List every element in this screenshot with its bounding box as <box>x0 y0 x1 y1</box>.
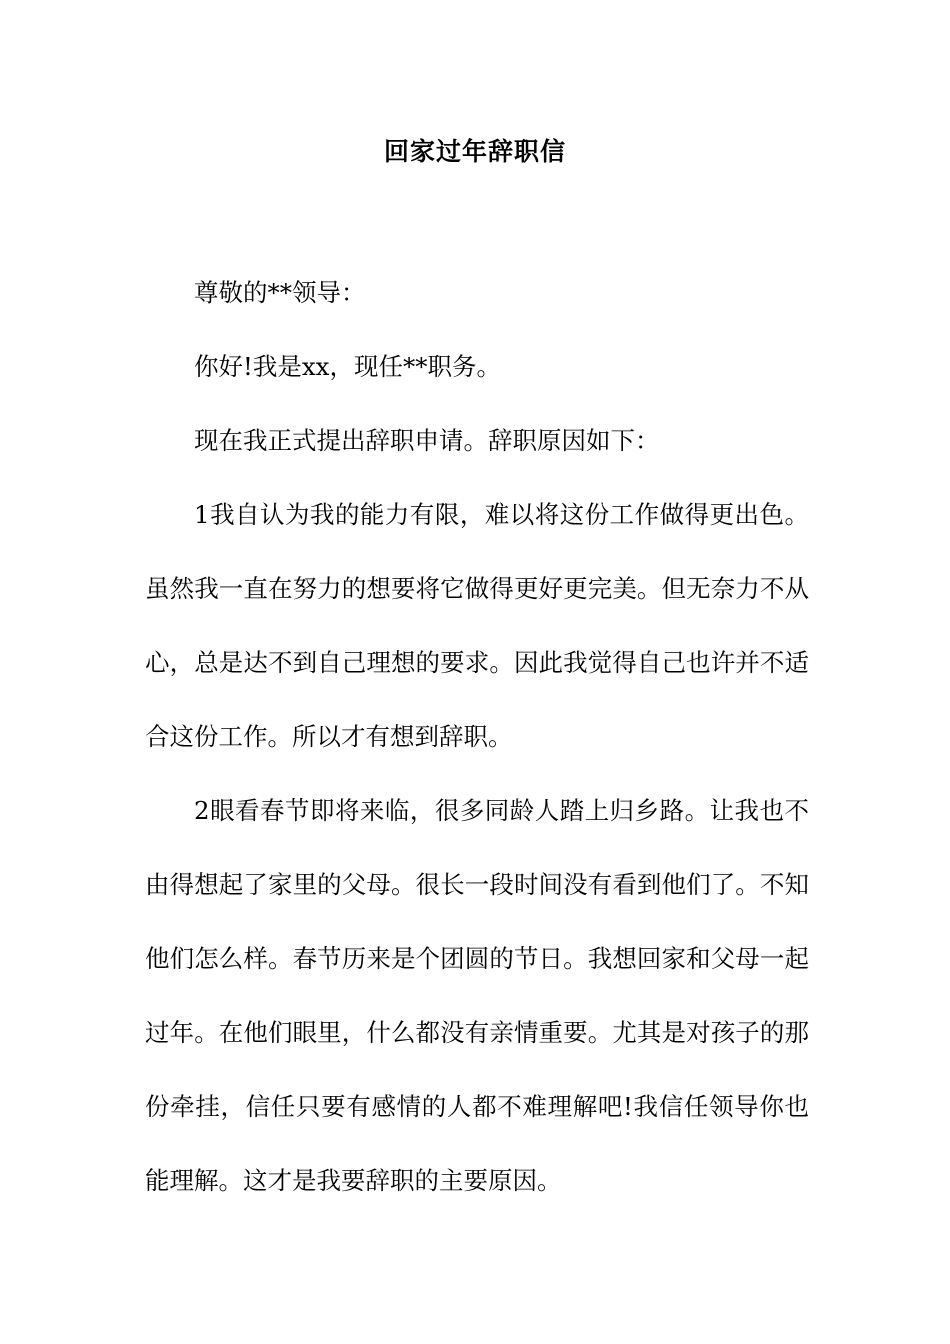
document-title: 回家过年辞职信 <box>383 137 566 166</box>
reason-paragraph-1: 1我自认为我的能力有限，难以将这份工作做得更出色。虽然我一直在努力的想要将它做得更好更完美。但无奈力不从心，总是达不到自己理想的要求。因此我觉得自己也许并不适合这份工作。所以才有想到辞职。 <box>145 500 809 751</box>
reason-paragraph-2: 2眼看春节即将来临，很多同龄人踏上归乡路。让我也不由得想起了家里的父母。很长一段时间没有看到他们了。不知他们怎么样。春节历来是个团圆的节日。我想回家和父母一起过年。在他们眼里，什么都没有亲情重要。尤其是对孩子的那份牵挂，信任只要有感情的人都不难理解吧!我信任领导你也能理解。这才是我要辞职的主要原因。 <box>145 796 809 1195</box>
greeting-paragraph: 你好!我是xx，现任**职务。 <box>194 352 501 381</box>
document-body <box>145 256 809 1218</box>
salutation: 尊敬的**领导： <box>194 278 366 307</box>
intro-paragraph: 现在我正式提出辞职申请。辞职原因如下： <box>194 426 660 455</box>
